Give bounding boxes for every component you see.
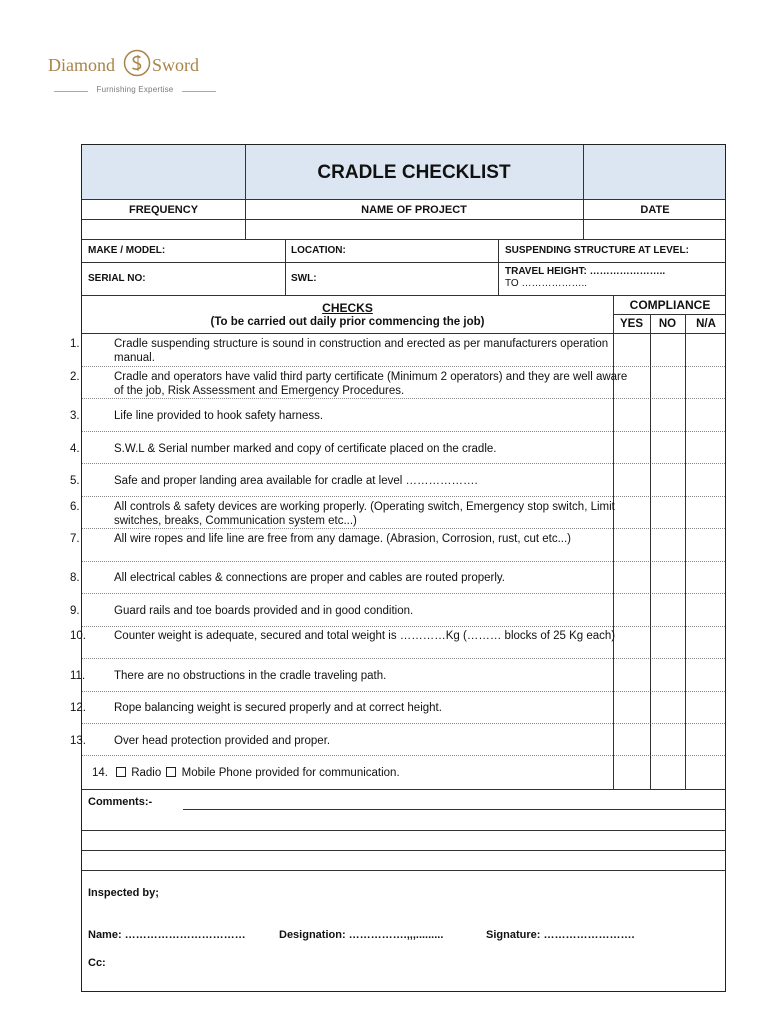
check-item	[70, 701, 632, 715]
check-number: 13.	[70, 735, 86, 747]
make-model-label: MAKE / MODEL:	[88, 245, 166, 256]
company-logo	[48, 44, 218, 100]
rule	[613, 333, 725, 334]
check-text: Counter weight is adequate, secured and total weight is …………Kg (……… blocks of 25 Kg each)	[114, 630, 616, 642]
row-separator	[82, 528, 725, 529]
divider	[245, 145, 246, 239]
radio-option-label: Radio	[131, 767, 162, 779]
check-number: 12.	[70, 702, 86, 714]
check-item	[92, 766, 610, 780]
check-text: S.W.L & Serial number marked and copy of certificate placed on the cradle.	[114, 443, 497, 455]
yes-column-label: YES	[619, 318, 643, 330]
check-number: 14.	[92, 767, 108, 779]
rule	[82, 333, 613, 334]
form-title: CRADLE CHECKLIST	[317, 162, 511, 183]
row-separator	[82, 691, 725, 692]
rule	[82, 239, 725, 240]
location-label: LOCATION:	[291, 245, 346, 256]
logo-emblem-icon	[123, 49, 151, 77]
logo-tagline: Furnishing Expertise	[96, 85, 174, 94]
check-number: 8.	[70, 572, 80, 584]
check-number: 1.	[70, 338, 80, 350]
check-number: 10.	[70, 630, 86, 642]
check-number: 7.	[70, 533, 80, 545]
check-text: Guard rails and toe boards provided and in good condition.	[114, 605, 414, 617]
na-column-label: N/A	[696, 318, 716, 330]
rule	[82, 789, 725, 790]
rule	[82, 850, 725, 851]
rule	[82, 870, 725, 871]
inspected-by-label: Inspected by;	[88, 887, 159, 899]
designation-field[interactable]: Designation: …………….,,,.........	[279, 929, 444, 941]
logo-brand-left: Diamond	[48, 55, 115, 75]
check-text: Rope balancing weight is secured properly and at correct height.	[114, 702, 442, 714]
check-item	[70, 370, 632, 398]
check-number: 2.	[70, 371, 80, 383]
signature-field[interactable]: Signature: …………………….	[486, 929, 635, 941]
check-text: Safe and proper landing area available for cradle at level ……………….	[114, 475, 478, 487]
check-number: 11.	[70, 670, 86, 682]
no-column-label: NO	[658, 318, 677, 330]
comments-label: Comments:-	[88, 796, 153, 808]
checklist-form	[70, 144, 726, 992]
logo-rule-right	[182, 91, 216, 92]
compliance-label: COMPLIANCE	[629, 298, 711, 312]
check-text: There are no obstructions in the cradle traveling path.	[114, 670, 387, 682]
check-number: 6.	[70, 501, 80, 513]
mobile-phone-checkbox[interactable]	[166, 767, 176, 777]
logo-brand-right: Sword	[152, 55, 200, 75]
row-separator	[82, 398, 725, 399]
row-separator	[82, 366, 725, 367]
radio-checkbox[interactable]	[116, 767, 126, 777]
travel-to-label: TO ………………..	[505, 278, 588, 289]
check-text: All controls & safety devices are working properly. (Operating switch, Emergency stop switch, Limit switches, breaks, Communication system etc...)	[114, 501, 615, 527]
check-text: Cradle and operators have valid third party certificate (Minimum 2 operators) and they are well aware of the job, Risk Assessment and Emergency Procedures.	[114, 371, 628, 397]
check-number: 5.	[70, 475, 80, 487]
rule	[82, 262, 725, 263]
row-separator	[82, 658, 725, 659]
check-item	[70, 669, 632, 683]
check-number: 3.	[70, 410, 80, 422]
divider	[583, 145, 584, 239]
frequency-label: FREQUENCY	[128, 204, 199, 216]
divider	[685, 314, 686, 789]
check-item	[70, 629, 632, 643]
suspending-structure-label: SUSPENDING STRUCTURE AT LEVEL:	[505, 245, 689, 256]
check-item	[70, 604, 632, 618]
divider	[285, 239, 286, 295]
date-label: DATE	[640, 204, 670, 216]
check-text: Cradle suspending structure is sound in construction and erected as per manufacturers operation manual.	[114, 338, 609, 364]
rule	[82, 830, 725, 831]
row-separator	[82, 463, 725, 464]
project-name-label: NAME OF PROJECT	[361, 204, 467, 216]
row-separator	[82, 561, 725, 562]
row-separator	[82, 496, 725, 497]
swl-label: SWL:	[291, 273, 317, 284]
checks-subheading: (To be carried out daily prior commencing the job)	[210, 316, 485, 328]
rule	[82, 199, 725, 200]
logo-rule-left	[54, 91, 88, 92]
check-item	[70, 500, 632, 528]
check-item	[70, 442, 632, 456]
check-item	[70, 474, 632, 488]
travel-height-label: TRAVEL HEIGHT: …………………..	[505, 266, 666, 277]
check-item	[70, 409, 632, 423]
check-number: 4.	[70, 443, 80, 455]
divider	[650, 314, 651, 789]
rule	[82, 295, 725, 296]
row-separator	[82, 755, 725, 756]
check-text: Life line provided to hook safety harness.	[114, 410, 324, 422]
check-item	[70, 337, 632, 365]
check-number: 9.	[70, 605, 80, 617]
rule	[82, 219, 725, 220]
check-item	[70, 532, 632, 546]
checks-heading: CHECKS	[322, 301, 373, 315]
comment-line[interactable]	[183, 809, 726, 810]
row-separator	[82, 626, 725, 627]
name-field[interactable]: Name: ……………………………	[88, 929, 246, 941]
row-separator	[82, 431, 725, 432]
logo-tagline-row	[54, 85, 216, 97]
row-separator	[82, 593, 725, 594]
check-item	[70, 571, 632, 585]
divider	[498, 239, 499, 295]
cc-field[interactable]: Cc:	[88, 957, 106, 969]
check-item	[70, 734, 632, 748]
check-text: All wire ropes and life line are free from any damage. (Abrasion, Corrosion, rust, cut etc...)	[114, 533, 572, 545]
check-text: Over head protection provided and proper.	[114, 735, 331, 747]
check-text: All electrical cables & connections are proper and cables are routed properly.	[114, 572, 505, 584]
check-text: Mobile Phone provided for communication.	[181, 767, 400, 779]
serial-no-label: SERIAL NO:	[88, 273, 146, 284]
rule	[613, 314, 725, 315]
row-separator	[82, 723, 725, 724]
